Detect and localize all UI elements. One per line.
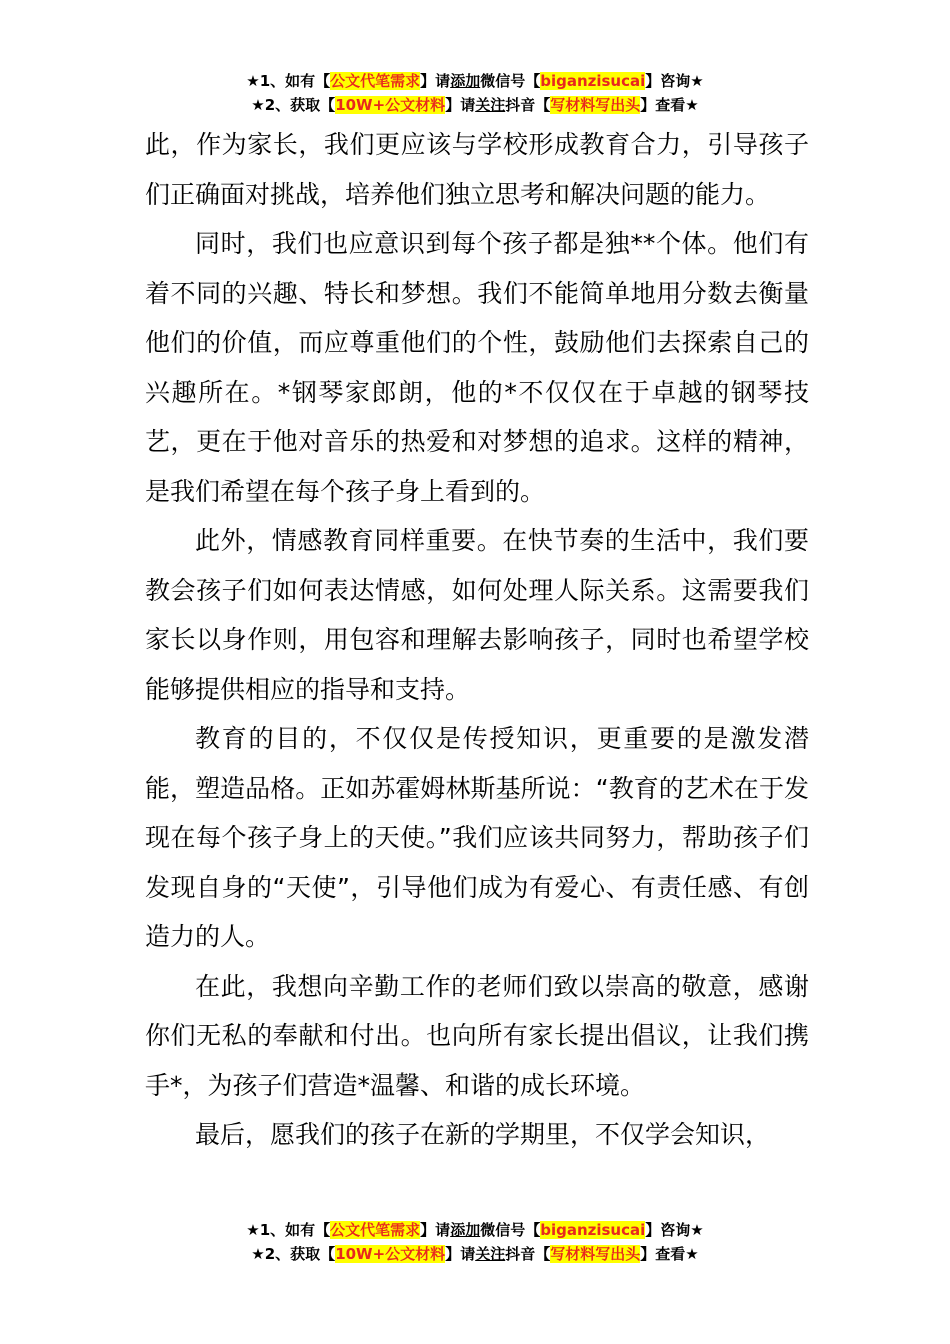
header-line-2-prefix: ★2、获取【 <box>251 96 336 114</box>
header-line-2-middle-a: 】请 <box>445 96 476 114</box>
footer-line-1-underlined: 添加 <box>450 1221 481 1239</box>
paragraph-continuation: 此，作为家长，我们更应该与学校形成教育合力，引导孩子们正确面对挑战，培养他们独立思考和解决问题的能力。 <box>145 130 809 209</box>
header-banner <box>0 69 950 117</box>
header-line-1-suffix: 】咨询★ <box>645 72 704 90</box>
paragraph: 最后，愿我们的孩子在新的学期里，不仅学会知识， <box>195 1120 771 1149</box>
header-line-2-middle-b: 抖音【 <box>505 96 551 114</box>
footer-line-1-highlight-service: 公文代笔需求 <box>330 1221 421 1239</box>
paragraph: 此外，情感教育同样重要。在快节奏的生活中，我们要教会孩子们如何表达情感，如何处理人际关系。这需要我们家长以身作则，用包容和理解去影响孩子，同时也希望学校能够提供相应的指导和支持。 <box>145 526 809 704</box>
header-line-2-suffix: 】查看★ <box>640 96 699 114</box>
paragraph: 在此，我想向辛勤工作的老师们致以崇高的敬意，感谢你们无私的奉献和付出。也向所有家长提出倡议，让我们携手*，为孩子们营造*温馨、和谐的成长环境。 <box>145 971 809 1100</box>
header-line-2-highlight-douyin: 写材料写出头 <box>550 96 641 114</box>
header-line-1-middle-a: 】请 <box>420 72 451 90</box>
paragraph: 同时，我们也应意识到每个孩子都是独**个体。他们有着不同的兴趣、特长和梦想。我们不能简单地用分数去衡量他们的价值，而应尊重他们的个性，鼓励他们去探索自己的兴趣所在。*钢琴家郎朗，他的*不仅仅在于卓越的钢琴技艺，更在于他对音乐的热爱和对梦想的追求。这样的精神，是我们希望在每个孩子身上看到的。 <box>145 229 809 506</box>
header-line-1-middle-b: 微信号【 <box>480 72 541 90</box>
footer-line-2-highlight-douyin: 写材料写出头 <box>550 1245 641 1263</box>
header-line-1-highlight-wechat: biganzisucai <box>540 72 646 90</box>
footer-line-2 <box>0 1242 950 1266</box>
paragraph: 教育的目的，不仅仅是传授知识，更重要的是激发潜能，塑造品格。正如苏霍姆林斯基所说：“教育的艺术在于发现在每个孩子身上的天使。”我们应该共同努力，帮助孩子们发现自身的“天使”，引导他们成为有爱心、有责任感、有创造力的人。 <box>145 724 809 951</box>
footer-line-1 <box>0 1218 950 1242</box>
footer-line-1-middle-a: 】请 <box>420 1221 451 1239</box>
header-line-2-highlight-materials: 10W+公文材料 <box>335 96 446 114</box>
footer-line-1-middle-b: 微信号【 <box>480 1221 541 1239</box>
footer-line-1-prefix: ★1、如有【 <box>246 1221 331 1239</box>
footer-line-2-middle-a: 】请 <box>445 1245 476 1263</box>
footer-line-2-underlined: 关注 <box>475 1245 506 1263</box>
header-line-2 <box>0 93 950 117</box>
footer-line-2-prefix: ★2、获取【 <box>251 1245 336 1263</box>
footer-line-1-highlight-wechat: biganzisucai <box>540 1221 646 1239</box>
footer-line-2-middle-b: 抖音【 <box>505 1245 551 1263</box>
footer-line-2-suffix: 】查看★ <box>640 1245 699 1263</box>
footer-line-2-highlight-materials: 10W+公文材料 <box>335 1245 446 1263</box>
document-body <box>145 120 809 1160</box>
header-line-1-underlined: 添加 <box>450 72 481 90</box>
header-line-1-highlight-service: 公文代笔需求 <box>330 72 421 90</box>
header-line-2-underlined: 关注 <box>475 96 506 114</box>
header-line-1-prefix: ★1、如有【 <box>246 72 331 90</box>
footer-line-1-suffix: 】咨询★ <box>645 1221 704 1239</box>
footer-banner <box>0 1218 950 1266</box>
header-line-1 <box>0 69 950 93</box>
